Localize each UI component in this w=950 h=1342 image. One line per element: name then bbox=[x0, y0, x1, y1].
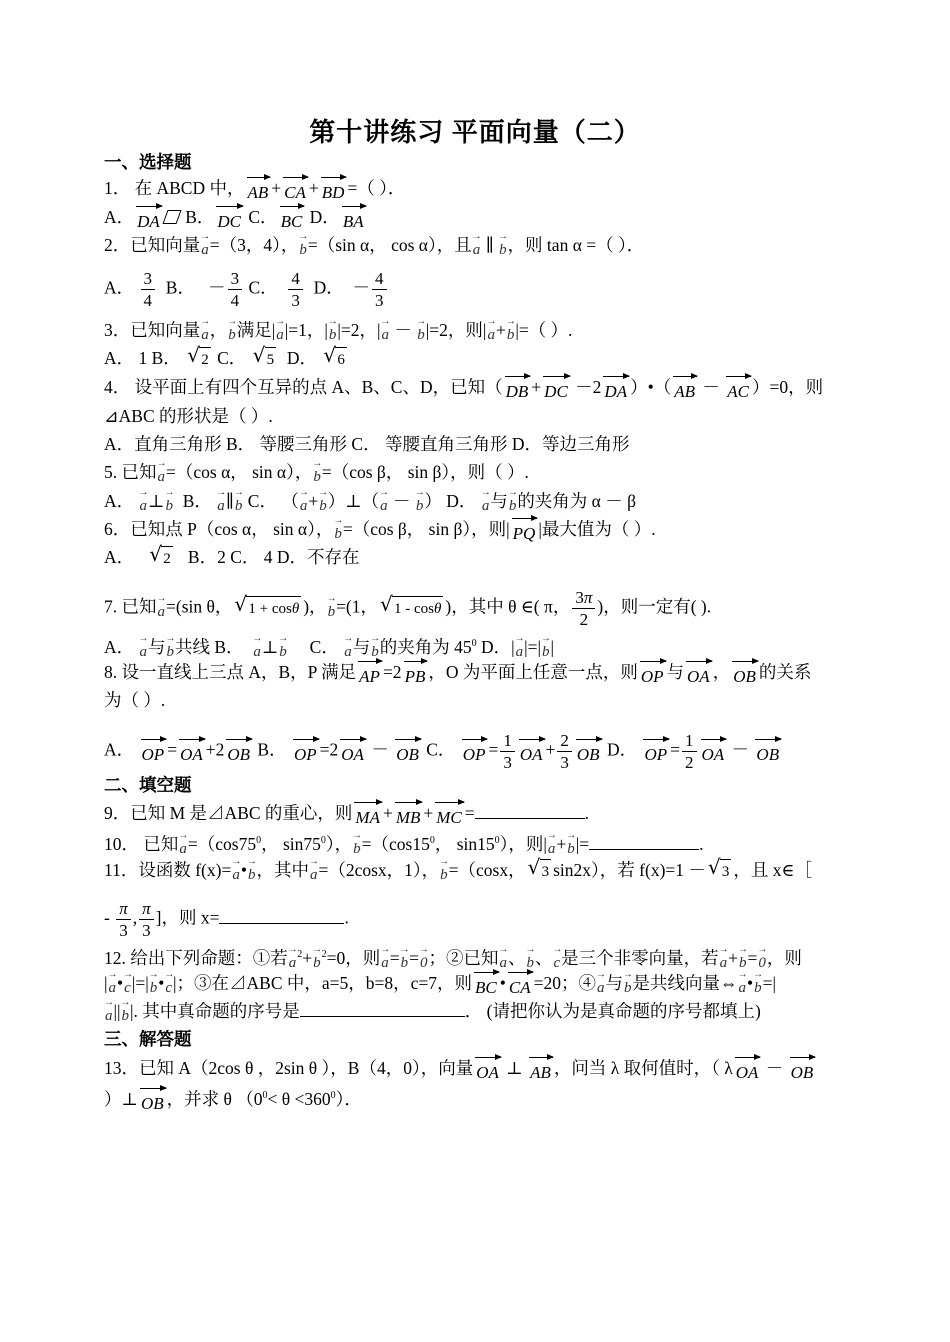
answer-blank-12[interactable] bbox=[300, 1016, 465, 1017]
question-10: 10． 已知→ $a=(\cos 75^0$， $\sin 75^0$），→ $b=(\cos 15^0$， $\sin 15^0$），则|→ a+→ b|= . bbox=[104, 829, 704, 861]
question-4-options: A．直角三角形 B． 等腰三角形 C． 等腰直角三角形 D．等边三角形 bbox=[104, 434, 630, 454]
question-3-options: A． 1 B． √ 2 C． √ 5 D． √ 6 bbox=[104, 346, 349, 372]
answer-blank-10[interactable] bbox=[589, 849, 699, 850]
question-8: 8. 设一直线上三点 A，B，P 满足 AP =2 PB ，O 为平面上任意一点，则 OP 与 OA ， OB 的关系 bbox=[104, 660, 811, 689]
question-13-line2: ）⊥ OB ，并求 θ $(0^0< \theta <360^0)$． bbox=[104, 1084, 362, 1116]
question-1: 1． 在 ABCD 中， AB + CA + BD =（ ）． bbox=[104, 176, 405, 205]
section-fill: 二、填空题 bbox=[104, 775, 192, 795]
question-6-options: A． √ 2 B．2 C． 4 D．不存在 bbox=[104, 545, 360, 571]
question-3: 3．已知向量→ a，→ b满足|→ a|=1，|→ b|=2，|→ a － → b|=2，则|→ a+→ b|=（ ）. bbox=[104, 318, 572, 347]
question-2-options: A． $\frac{3}{4}$ B． － $\frac{3}{4}$ C． $\frac{4}{3}$ D． － $\frac{4}{3}$ bbox=[104, 268, 389, 311]
question-8-options: A． OP = OA +2 OB B． OP =2 OA － OB C． OP = $\frac{1}{3}$ OA + $\frac{2}{3}$ OB D． OP = $\frac{1}{2}$ OA － OB bbox=[104, 731, 780, 772]
question-4: 4． 设平面上有四个互异的点 A、B、C、D，已知（ DB + DC －2 DA ）•（ AB － AC ）=0，则 bbox=[104, 375, 823, 404]
question-6: 6．已知点 P（cos α， sin α），→ b=（cos β， sin β），则| PQ |最大值为（ ）. bbox=[104, 517, 656, 546]
question-11-line2: - $\frac{\pi}{3}$ , $\frac{\pi}{3}$ ]，则 x= . bbox=[104, 899, 349, 940]
question-2: 2．已知向量→ a=（3，4），→ b=（sin α， cos α），且→ a ∥ → b，则 tan α =（ ）． bbox=[104, 233, 644, 262]
question-1-options: A． DA B． DC C． BC D． BA bbox=[104, 205, 367, 234]
parallelogram-icon bbox=[162, 210, 181, 224]
question-12-line3: → a||→ b|. 其中真命题的序号是 ． (请把你认为是真命题的序号都填上) bbox=[104, 999, 761, 1028]
answer-blank-9[interactable] bbox=[475, 818, 585, 819]
question-7: 7. 已知→ a=(sin θ， √ 1 + cosθ )，→ b=(1， √ 1 - cosθ )，其中 θ ∈( π， $\frac{3\pi}{2}$ )，则一定有( ). bbox=[104, 587, 711, 630]
question-7-options: A． → a与→ b共线 B． → a⊥→ b C． → a与→ b的夹角为 $45^0$ D．|→ a|=|→ b| bbox=[104, 632, 554, 664]
question-11: 11．设函数 f(x)=→ a•→ b，其中→ a=（2cosx，1），→ b=（cosx， √ 3 sin2x），若 f(x)=1 － √ 3 ，且 x∈［ bbox=[104, 858, 812, 887]
question-4-line2: ⊿ABC 的形状是（ ）. bbox=[104, 406, 273, 426]
question-12: 12. 给出下列命题：①若→ $a^2+\to b^2=0$，则→ a=→ b=→ 0；②已知→ a、→ b、→ c是三个非零向量，若→ a+→ b=→ 0，则 bbox=[104, 943, 802, 975]
question-9: 9．已知 M 是⊿ABC 的重心，则 MA + MB + MC = . bbox=[104, 801, 589, 830]
section-choice: 一、选择题 bbox=[104, 152, 192, 172]
question-5: 5. 已知→ a=（cos α， sin α），→ b=（cos β， sin β），则（ ）. bbox=[104, 460, 529, 489]
section-solve: 三、解答题 bbox=[104, 1029, 192, 1049]
answer-blank-11[interactable] bbox=[219, 923, 344, 924]
question-12-line2: |→ a•→ c|=|→ b•→ c|；③在⊿ABC 中，a=5，b=8，c=7，则 BC • CA =20；④→ a与→ b是共线向量⇔→ a•→ b=| bbox=[104, 971, 776, 1000]
question-8-line2: 为（ ）. bbox=[104, 690, 166, 710]
question-5-options: A． → a⊥→ b B． → a∥→ b C． （→ a+→ b）⊥（→ a － → b） D． → a与→ b的夹角为 α － β bbox=[104, 489, 636, 518]
question-13: 13．已知 A（2cos θ ，2sin θ ），B（4，0），向量 OA ⊥ AB ，问当 λ 取何值时，（ λ OA － OB bbox=[104, 1056, 816, 1085]
page-title: 第十讲练习 平面向量（二） bbox=[309, 118, 641, 147]
